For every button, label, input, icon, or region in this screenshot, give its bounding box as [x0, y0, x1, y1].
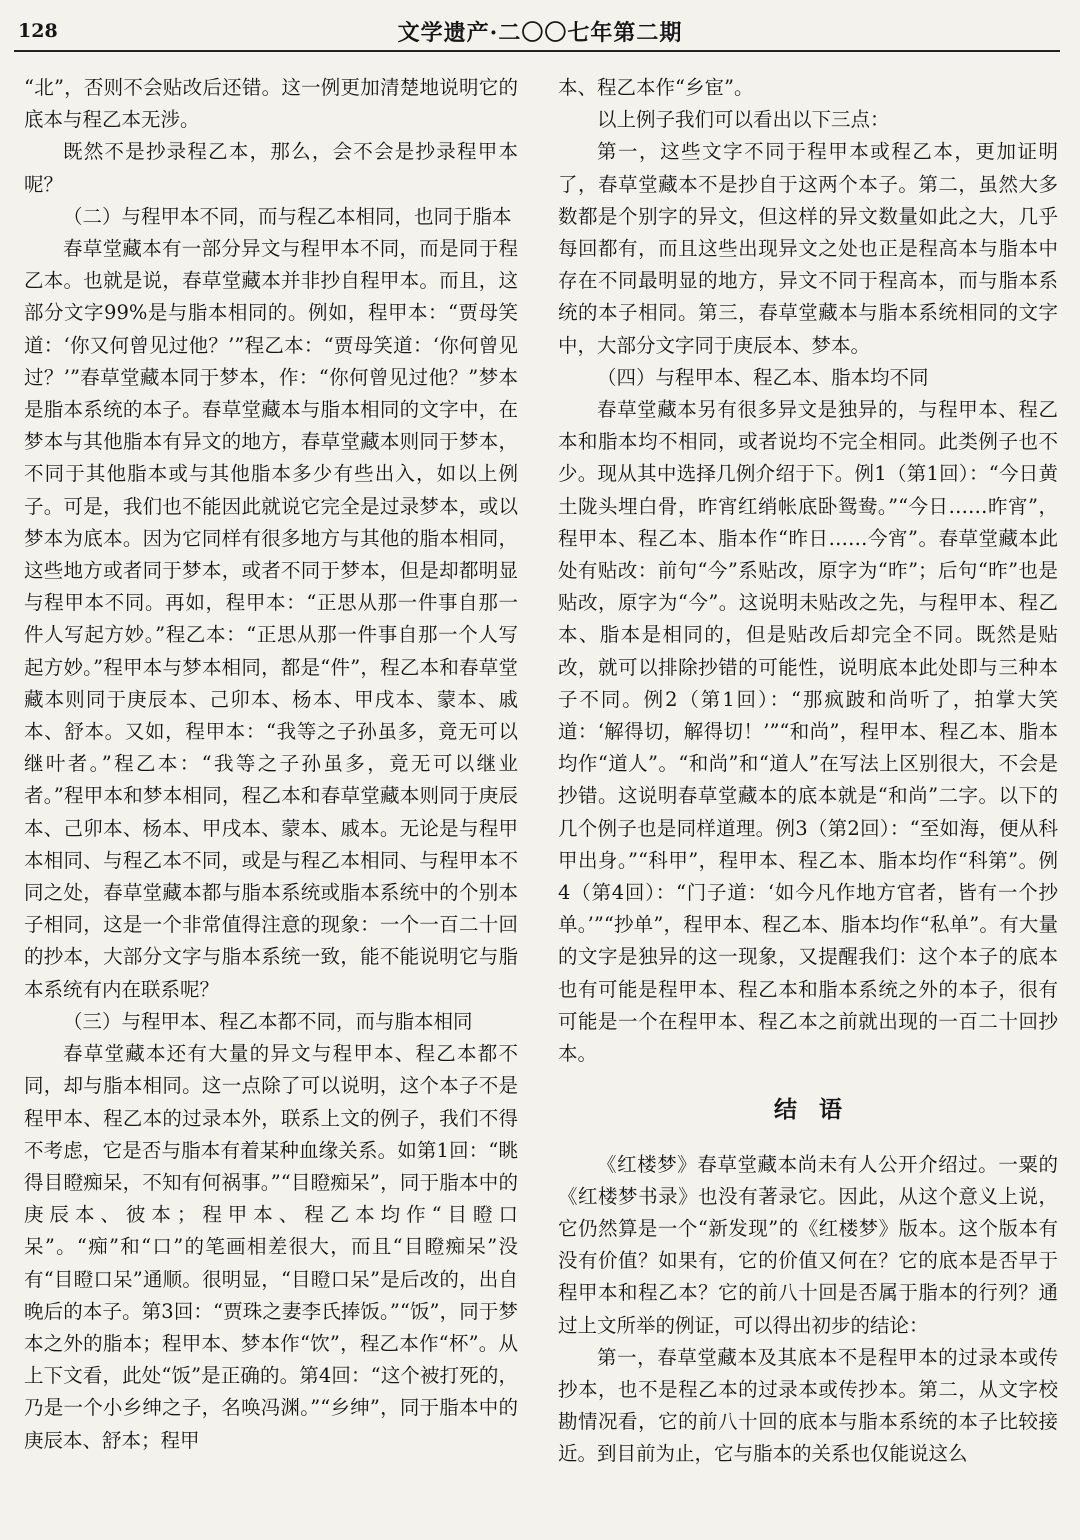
- paragraph: 《红楼梦》春草堂藏本尚未有人公开介绍过。一粟的《红楼梦书录》也没有著录它。因此，从这个意义上说，它仍然算是一个“新发现”的《红楼梦》版本。这个版本有没有价值？如果有，它的价值又何在？它的底本是否早于程甲本和程乙本？它的前八十回是否属于脂本的行列？通过上文所举的例证，可以得出初步的结论：: [558, 1152, 1058, 1337]
- header-rule: [14, 50, 1060, 52]
- paragraph: 春草堂藏本有一部分异文与程甲本不同，而是同于程乙本。也就是说，春草堂藏本并非抄自程甲本。而且，这部分文字99%是与脂本相同的。例如，程甲本：“贾母笑道：‘你又何曾见过他？’”程乙本：“贾母笑道：‘你何曾见过？’”春草堂藏本同于梦本，作：“你何曾见过他？”梦本是脂本系统的本子。春草堂藏本与脂本相同的文字中，在梦本与其他脂本有异文的地方，春草堂藏本则同于梦本，不同于其他脂本或与其他脂本多少有些出入，如以上例子。可是，我们也不能因此就说它完全是过录梦本，或以梦本为底本。因为它同样有很多地方与其他的脂本相同，这些地方或者同于梦本，或者不同于梦本，但是却都明显与程甲本不同。再如，程甲本：“正思从那一件事自那一件人写起方妙。”程乙本：“正思从那一件事自那一个人写起方妙。”程甲本与梦本相同，都是“件”，程乙本和春草堂藏本则同于庚辰本、己卯本、杨本、甲戌本、蒙本、戚本、舒本。又如，程甲本：“我等之子孙虽多，竟无可以继叶者。”程乙本：“我等之子孙虽多，竟无可以继业者。”程甲本和梦本相同，程乙本和春草堂藏本则同于庚辰本、己卯本、杨本、甲戌本、蒙本、戚本。无论是与程甲本相同、与程乙本不同，或是与程乙本相同、与程甲本不同之处，春草堂藏本都与脂本系统或脂本系统中的个别本子相同，这是一个非常值得注意的现象：一个一百二十回的抄本，大部分文字与脂本系统一致，能不能说明它与脂本系统有内在联系呢？: [24, 237, 518, 1001]
- page-header: [0, 0, 1080, 52]
- left-column: [24, 72, 518, 1457]
- paragraph: 第一，这些文字不同于程甲本或程乙本，更加证明了，春草堂藏本不是抄自于这两个本子。第二，虽然大多数都是个别字的异文，但这样的异文数量如此之大，几乎每回都有，而且这些出现异文之处也正是程高本与脂本中存在不同最明显的地方，异文不同于程高本，而与脂本系统的本子相同。第三，春草堂藏本与脂本系统相同的文字中，大部分文字同于庚辰本、梦本。: [558, 140, 1058, 357]
- section-heading: （四）与程甲本、程乙本、脂本均不同: [597, 365, 929, 389]
- paragraph: 既然不是抄录程乙本，那么，会不会是抄录程甲本呢？: [24, 140, 518, 196]
- page-number: 128: [18, 20, 58, 42]
- paragraph: 春草堂藏本另有很多异文是独异的，与程甲本、程乙本和脂本均不相同，或者说均不完全相同。此类例子也不少。现从其中选择几例介绍于下。例1（第1回）：“今日黄土陇头埋白骨，昨宵红绡帐底卧鸳鸯。”“今日……昨宵”，程甲本、程乙本、脂本作“昨日……今宵”。春草堂藏本此处有贴改：前句“今”系贴改，原字为“昨”；后句“昨”也是贴改，原字为“今”。这说明未贴改之先，与程甲本、程乙本、脂本是相同的，但是贴改后却完全不同。既然是贴改，就可以排除抄错的可能性，说明底本此处即与三种本子不同。例2（第1回）：“那疯跛和尚听了，拍掌大笑道：‘解得切，解得切！’”“和尚”，程甲本、程乙本、脂本均作“道人”。“和尚”和“道人”在写法上区别很大，不会是抄错。这说明春草堂藏本的底本就是“和尚”二字。以下的几个例子也是同样道理。例3（第2回）：“至如海，便从科甲出身。”“科甲”，程甲本、程乙本、脂本均作“科第”。例4（第4回）：“门子道：‘如今凡作地方官者，皆有一个抄单。’”“抄单”，程甲本、程乙本、脂本均作“私单”。有大量的文字是独异的这一现象，又提醒我们：这个本子的底本也有可能是程甲本、程乙本和脂本系统之外的本子，很有可能是一个在程甲本、程乙本之前就出现的一百二十回抄本。: [558, 398, 1058, 1066]
- paragraph: “北”，否则不会贴改后还错。这一例更加清楚地说明它的底本与程乙本无涉。: [24, 76, 518, 132]
- paragraph: 第一，春草堂藏本及其底本不是程甲本的过录本或传抄本，也不是程乙本的过录本或传抄本。第二，从文字校勘情况看，它的前八十回的底本与脂本系统的本子比较接近。到目前为止，它与脂本的关系也仅能说这么: [558, 1345, 1058, 1466]
- right-column: [558, 72, 1058, 1471]
- section-heading: （三）与程甲本、程乙本都不同，而与脂本相同: [63, 1009, 473, 1033]
- journal-title: 文学遗产·二〇〇七年第二期: [397, 20, 683, 46]
- conclusion-heading: 结语: [774, 1096, 864, 1124]
- paragraph: 以上例子我们可以看出以下三点：: [597, 108, 890, 132]
- paragraph: 春草堂藏本还有大量的异文与程甲本、程乙本都不同，却与脂本相同。这一点除了可以说明，这个本子不是程甲本、程乙本的过录本外，联系上文的例子，我们不得不考虑，它是否与脂本有着某种血缘关系。如第1回：“眺得目瞪痴呆，不知有何祸事。”“目瞪痴呆”，同于脂本中的庚辰本、彼本；程甲本、程乙本均作“目瞪口呆”。“痴”和“口”的笔画相差很大，而且“目瞪痴呆”没有“目瞪口呆”通顺。很明显，“目瞪口呆”是后改的，出自晚后的本子。第3回：“贾珠之妻李氏捧饭。”“饭”，同于梦本之外的脂本；程甲本、梦本作“饮”，程乙本作“杯”。从上下文看，此处“饭”是正确的。第4回：“这个被打死的，乃是一个小乡绅之子，名唤冯渊。”“乡绅”，同于脂本中的庚辰本、舒本；程甲: [24, 1042, 518, 1452]
- paragraph: 本、程乙本作“乡宦”。: [558, 76, 754, 99]
- section-heading: （二）与程甲本不同，而与程乙本相同，也同于脂本: [63, 204, 512, 228]
